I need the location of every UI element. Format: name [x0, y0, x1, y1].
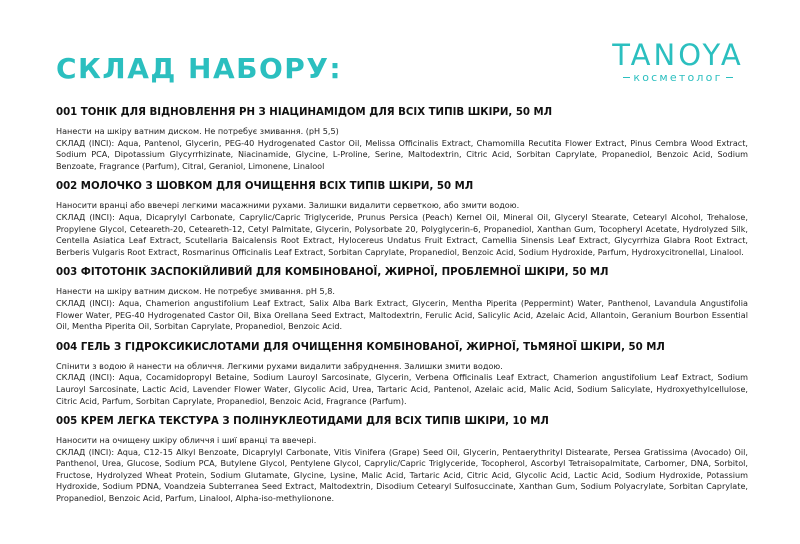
product-ingredients: СКЛАД (INCI): Aqua, Dicaprylyl Carbonate, Caprylic/Capric Triglyceride, Prunus Persica (Peach) Kernel Oil, Mineral Oil, Glyceryl Stearate, Cetearyl Alcohol, Trehalose, Propylene Glycol, Ceteareth-20, Ceteareth-12, Cetyl Palmitate, Glycerin, Polysorbate 20, Polyglycerin-6, Propanediol, Xanthan Gum, Tocopheryl Acetate, Hydrolyzed Silk, Centella Asiatica Leaf Extract, Scutellaria Baicalensis Root Extract, Hylocereus Undatus Fruit Extract, Camellia Sinensis Leaf Extract, Glycyrrhiza Glabra Root Extract, Berberis Vulgaris Root Extract, Rosmarinus Officinalis Leaf Extract, Sorbitan Caprylate, Propanediol, Benzoic Acid, Sodium Hydroxide, Parfum, Hydroxycitronellal, Linalool.	[56, 211, 748, 257]
product-usage: Наносити вранці або ввечері легкими масажними рухами. Залишки видалити серветкою, або змити водою.	[56, 200, 520, 211]
product-usage: Наносити на очищену шкіру обличчя і шиї вранці та ввечері.	[56, 435, 317, 446]
product-title: 005 КРЕМ ЛЕГКА ТЕКСТУРА З ПОЛІНУКЛЕОТИДАМИ ДЛЯ ВСІХ ТИПІВ ШКІРИ, 10 МЛ	[56, 416, 549, 428]
product-title: 004 ГЕЛЬ З ГІДРОКСИКИСЛОТАМИ ДЛЯ ОЧИЩЕННЯ КОМБІНОВАНОЇ, ЖИРНОЇ, ТЬМЯНОЇ ШКІРИ, 50 МЛ	[56, 341, 665, 353]
product-ingredients: СКЛАД (INCI): Aqua, Chamerion angustifolium Leaf Extract, Salix Alba Bark Extract, Glycerin, Mentha Piperita (Peppermint) Water, Panthenol, Lavandula Angustifolia Flower Water, PEG-40 Hydrogenated Castor Oil, Bixa Orellana Seed Extract, Maltodextrin, Ferulic Acid, Salicylic Acid, Azelaic Acid, Allantoin, Geranium Bourbon Essential Oil, Mentha Piperita Oil, Sorbitan Caprylate, Propanediol, Benzoic Acid.	[56, 297, 748, 332]
logo-left-dash	[623, 77, 630, 78]
product-usage: Нанести на шкіру ватним диском. Не потребує змивання. (рН 5,5)	[56, 126, 339, 136]
product-ingredients: СКЛАД (INCI): Aqua, Cocamidopropyl Betaine, Sodium Lauroyl Sarcosinate, Glycerin, Verbena Officinalis Leaf Extract, Chamerion angustifolium Leaf Extract, Sodium Lauroyl Sarcosinate, Lactic Acid, Lavender Flower Water, Glycolic Acid, Urea, Tartaric Acid, Pantenol, Azelaic acid, Malic Acid, Sodium Salicylate, Hydroxyethylcellulose, Citric Acid, Parfum, Sorbitan Caprylate, Propanediol, Benzoic Acid, Fragrance (Parfum).	[56, 372, 748, 406]
product-section-002	[56, 180, 748, 258]
product-usage: Нанести на шкіру ватним диском. Не потребує змивання. рН 5,8.	[56, 286, 336, 297]
logo-brand-name: TANOYA	[612, 38, 744, 72]
logo-subtitle-row	[610, 71, 746, 84]
product-section-005	[56, 415, 748, 505]
product-section-003	[56, 266, 748, 332]
product-title: 003 ФІТОТОНІК ЗАСПОКІЙЛИВИЙ ДЛЯ КОМБІНОВАНОЇ, ЖИРНОЇ, ПРОБЛЕМНОЇ ШКІРИ, 50 МЛ	[56, 267, 609, 279]
product-title: 001 ТОНІК ДЛЯ ВІДНОВЛЕННЯ РН З НІАЦИНАМІДОМ ДЛЯ ВСІХ ТИПІВ ШКІРИ, 50 МЛ	[56, 107, 553, 118]
product-ingredients: СКЛАД (INCI): Aqua, C12-15 Alkyl Benzoate, Dicaprylyl Carbonate, Vitis Vinifera (Grape) Seed Oil, Glycerin, Pentaerythrityl Distearate, Persea Gratissima (Avocado) Oil, Panthenol, Urea, Glucose, Sodium PCA, Butylene Glycol, Pentylene Glycol, Caprylic/Capric Triglyceride, Tocopherol, Ascorbyl Tetraisopalmitate, Carbomer, DNA, Sorbitol, Fructose, Hydrolyzed Wheat Protein, Sodium Glutamate, Glycine, Lysine, Malic Acid, Tartaric Acid, Citric Acid, Glycolic Acid, Lactic Acid, Sodium Hydroxide, Potassium Hydroxide, Sodium PDNA, Voandzeia Subterranea Seed Extract, Maltodextrin, Disodium Cetearyl Sulfosuccinate, Xanthan Gum, Sodium Polyacrylate, Sorbitan Caprylate, Propanediol, Benzoic Acid, Parfum, Linalool, Alpha-iso-methylionone.	[56, 446, 748, 504]
product-title: 002 МОЛОЧКО З ШОВКОМ ДЛЯ ОЧИЩЕННЯ ВСІХ ТИПІВ ШКІРИ, 50 МЛ	[56, 181, 474, 193]
logo-right-dash	[726, 77, 733, 78]
product-usage: Спінити з водою й нанести на обличчя. Легкими рухами видалити забруднення. Залишки змити водою.	[56, 360, 503, 371]
page-title: СКЛАД НАБОРУ:	[56, 52, 343, 85]
brand-logo	[610, 40, 746, 84]
product-ingredients: СКЛАД (INCI): Aqua, Pantenol, Glycerin, PEG-40 Hydrogenated Castor Oil, Melissa Officinalis Extract, Chamomilla Recutita Flower Extract, Pinus Cembra Wood Extract, Sodium PCA, Dipotassium Glycyrrhizinate, Niacinamide, Glycine, L-Proline, Serine, Maltodextrin, Citric Acid, Sorbitan Caprylate, Propanediol, Benzoic Acid, Sodium Benzoate, Fragrance (Parfum), Citral, Geraniol, Limonene, Linalool	[56, 137, 748, 171]
product-list	[56, 106, 748, 513]
logo-subtitle: косметолог	[633, 71, 723, 84]
product-section-004	[56, 341, 748, 407]
product-section-001	[56, 106, 748, 172]
